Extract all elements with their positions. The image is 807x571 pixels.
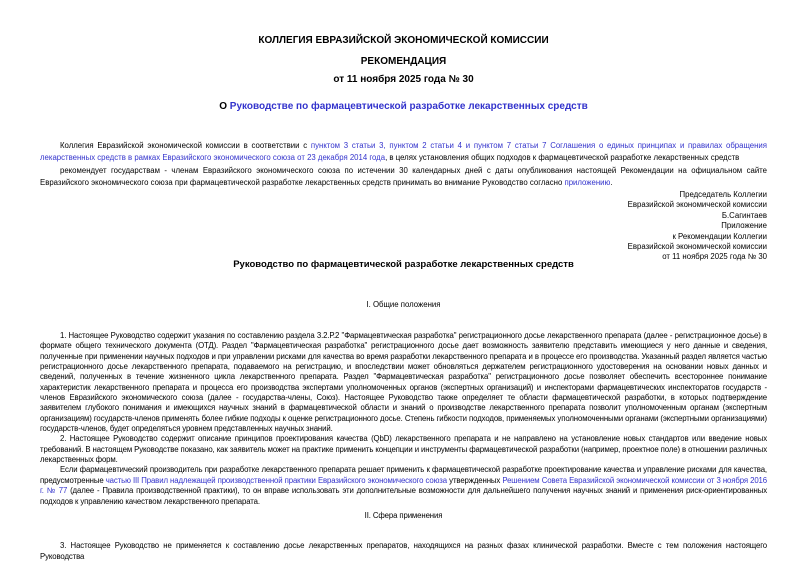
paragraph-text: .: [610, 177, 613, 187]
inline-reference-link[interactable]: пунктом 3 статьи 3, пунктом 2 статьи 4 и пунктом 7 статьи 7 Соглашения о единых принципах и правилах обращения лекарственных средств в рамках Евразийского экономического союза от 23 декабря 2014 года: [40, 141, 768, 163]
subject-prefix: О: [219, 101, 230, 112]
preamble-paragraph-2: [40, 165, 767, 190]
signature-line: Евразийской экономической комиссии: [627, 242, 767, 252]
organization-title: КОЛЛЕГИЯ ЕВРАЗИЙСКОЙ ЭКОНОМИЧЕСКОЙ КОМИССИИ: [258, 35, 549, 46]
paragraph-text: 1. Настоящее Руководство содержит указания по составлению раздела 3.2.Р.2 "Фармацевтическая разработка" регистрационного досье лекарственного препарата (далее - регистрационное досье) в формате общего технического документа (ОТД). Раздел "Фармацевтическая разработка" регистрационного досье дает возможность заявителю представить имеющиеся у него данные и сведения, полученные при применении научных подходов и при управлении рисками для качества во время разработки лекарственного препарата и в процессе его производства. Указанный раздел является частью регистрационного досье лекарственного препарата, подаваемого на регистрацию, и впоследствии может обновляться держателем регистрационного удостоверения на основании новых данных и сведений, полученных в течение жизненного цикла лекарственного препарата. Раздел "Фармацевтическая разработка" регистрационного досье позволяет обеспечить всестороннее понимание характеристик лекарственного препарата и процесса его производства экспертами уполномоченных органов (экспертных организаций) и инспекторами фармацевтических инспекторатов государств - членов Евразийского экономического союза (далее - государства-члены, Союз). Настоящее Руководство также определяет те области фармацевтической разработки, в которых подтверждение заявителем глубокого понимания и имеющихся научных знаний в фармацевтической области и знаний о производстве лекарственного препарата позволит уполномоченным органам (экспертным организациям) государств-членов применять более гибкие подходы к оценке регистрационного досье. Степень гибкости подходов, применяемых уполномоченными органами (экспертными организациями) государств-членов, будет определяться уровнем представленных научных знаний.: [40, 331, 767, 434]
section-1-heading: I. Общие положения: [366, 300, 441, 309]
appendix-title: Руководство по фармацевтической разработке лекарственных средств: [233, 259, 574, 270]
signature-line: к Рекомендации Коллегии: [672, 231, 767, 241]
appendix-body: [40, 331, 767, 562]
document-date: от 11 ноября 2025 года № 30: [333, 74, 474, 85]
paragraph-text: (далее - Правила производственной практики), то он вправе использовать эти дополнительные возможности для дальнейшего получения научных знаний и применения риск-ориентированных подходов к управлению качеством лекарственного препарата.: [40, 486, 767, 506]
preamble-paragraph-1: [40, 140, 767, 165]
inline-reference-link[interactable]: Решением Совета Евразийской экономической комиссии от 3 ноября 2016 г. № 77: [40, 475, 767, 496]
inline-reference-link[interactable]: частью III Правил надлежащей производственной практики Евразийского экономического союза: [105, 475, 447, 485]
subject-link[interactable]: Руководстве по фармацевтической разработке лекарственных средств: [229, 101, 588, 112]
paragraph-text: Если фармацевтический производитель при разработке лекарственного препарата решает применить к фармацевтической разработке проектирование качества и управление рисками для качества, предусмотренные: [40, 465, 767, 485]
paragraph-text: 3. Настоящее Руководство не применяется к составлению досье лекарственных препаратов, находящихся на разных фазах клинической разработки. Вместе с тем положения настоящего Руководства: [40, 541, 767, 561]
paragraph-text: рекомендует государствам - членам Евразийского экономического союза по истечении 30 календарных дней с даты опубликования настоящей Рекомендации на официальном сайте Евразийского экономического союза при фармацевтической разработке лекарственных средств принимать во внимание Руководство согласно: [40, 165, 767, 187]
signature-block: [240, 190, 767, 263]
paragraph-text: Коллегия Евразийской экономической комиссии в соответствии с: [60, 141, 311, 150]
paragraph-text: 2. Настоящее Руководство содержит описание принципов проектирования качества (QbD) лекарственного препарата и не направлено на установление новых стандартов или введение новых требований. В настоящем Руководстве показано, как заявитель может на практике применить концепции и инструменты фармацевтической разработки (например, проектное поле) в отношении различных лекарственных форм.: [40, 434, 767, 465]
appendix-paragraph-1: [40, 331, 767, 434]
paragraph-text: , в целях установления общих подходов к фармацевтической разработке лекарственных средств: [385, 153, 740, 163]
signature-line: Евразийской экономической комиссии: [627, 200, 767, 210]
subject-line: [40, 100, 767, 113]
signature-line: Председатель Коллегии: [679, 190, 767, 199]
appendix-paragraph-2: [40, 434, 767, 465]
section-2-heading: II. Сфера применения: [364, 510, 443, 520]
appendix-paragraph-3: [40, 541, 767, 562]
document-type: РЕКОМЕНДАЦИЯ: [360, 56, 447, 67]
signature-line: от 11 ноября 2025 года № 30: [662, 252, 767, 262]
inline-reference-link[interactable]: приложению: [564, 177, 611, 187]
preamble: [40, 140, 767, 189]
appendix-paragraph-2a: [40, 465, 767, 506]
paragraph-text: утвержденных: [447, 475, 503, 485]
signature-line: Приложение: [721, 221, 767, 231]
signature-line: Б.Сагинтаев: [721, 210, 767, 220]
